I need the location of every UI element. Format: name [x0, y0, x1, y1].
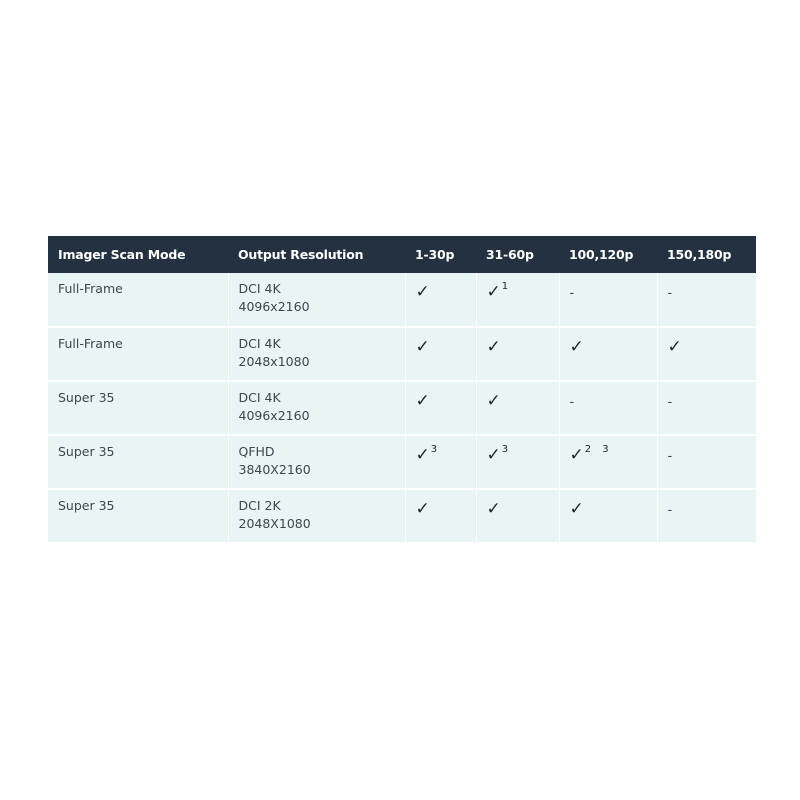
- support-cell: [657, 489, 756, 543]
- header-output-resolution: Output Resolution: [228, 236, 405, 273]
- resolution-format: QFHD: [238, 444, 275, 459]
- dash-icon: -: [569, 286, 575, 301]
- support-cell: [405, 273, 476, 327]
- table-row: [48, 381, 756, 435]
- header-100-120p: 100,120p: [559, 236, 657, 273]
- footnote-ref: 1: [501, 281, 513, 292]
- scan-mode-text: Super 35: [58, 498, 115, 513]
- resolution-size: 4096x2160: [238, 408, 310, 423]
- table-row: [48, 435, 756, 489]
- output-resolution-cell: [228, 489, 405, 543]
- support-cell: [657, 327, 756, 381]
- checkmark-icon: ✓: [486, 499, 501, 519]
- scan-mode-text: Full-Frame: [58, 281, 123, 296]
- support-cell: [657, 273, 756, 327]
- resolution-format: DCI 2K: [238, 498, 281, 513]
- support-cell: [476, 327, 559, 381]
- support-cell: [476, 435, 559, 489]
- table-row: [48, 327, 756, 381]
- checkmark-icon: ✓: [667, 337, 682, 357]
- support-cell: [559, 381, 657, 435]
- checkmark-icon: ✓: [415, 337, 430, 357]
- support-cell: [405, 435, 476, 489]
- support-cell: [559, 273, 657, 327]
- header-31-60p: 31-60p: [476, 236, 559, 273]
- support-cell: [476, 273, 559, 327]
- support-cell: [476, 489, 559, 543]
- output-resolution-cell: [228, 381, 405, 435]
- support-cell: [657, 435, 756, 489]
- header-1-30p: 1-30p: [405, 236, 476, 273]
- support-cell: [405, 381, 476, 435]
- resolution-size: 2048X1080: [238, 516, 311, 531]
- resolution-size: 4096x2160: [238, 299, 310, 314]
- support-cell: [657, 381, 756, 435]
- checkmark-icon: ✓: [486, 337, 501, 357]
- dash-icon: -: [667, 503, 673, 518]
- resolution-size: 2048x1080: [238, 354, 310, 369]
- scan-mode-text: Super 35: [58, 444, 115, 459]
- resolution-size: 3840X2160: [238, 462, 311, 477]
- output-resolution-cell: [228, 273, 405, 327]
- support-cell: [559, 327, 657, 381]
- support-cell: [405, 489, 476, 543]
- spec-table: [48, 236, 756, 544]
- checkmark-icon: ✓: [415, 445, 430, 465]
- checkmark-icon: ✓: [569, 499, 584, 519]
- checkmark-icon: ✓: [569, 337, 584, 357]
- support-cell: [476, 381, 559, 435]
- checkmark-icon: ✓: [486, 445, 501, 465]
- resolution-format: DCI 4K: [238, 336, 281, 351]
- dash-icon: -: [569, 395, 575, 410]
- header-row: [48, 236, 756, 273]
- resolution-format: DCI 4K: [238, 281, 281, 296]
- table-body: [48, 273, 756, 543]
- scan-mode-cell: [48, 327, 228, 381]
- header-scan-mode: Imager Scan Mode: [48, 236, 228, 273]
- scan-mode-cell: [48, 381, 228, 435]
- checkmark-icon: ✓: [415, 282, 430, 302]
- support-cell: [559, 435, 657, 489]
- scan-mode-cell: [48, 273, 228, 327]
- checkmark-icon: ✓: [569, 445, 584, 465]
- scan-mode-text: Super 35: [58, 390, 115, 405]
- checkmark-icon: ✓: [415, 499, 430, 519]
- table-header: [48, 236, 756, 273]
- support-cell: [559, 489, 657, 543]
- dash-icon: -: [667, 395, 673, 410]
- checkmark-icon: ✓: [415, 391, 430, 411]
- scan-mode-cell: [48, 435, 228, 489]
- table-row: [48, 273, 756, 327]
- output-resolution-cell: [228, 435, 405, 489]
- dash-icon: -: [667, 449, 673, 464]
- scan-mode-text: Full-Frame: [58, 336, 123, 351]
- support-cell: [405, 327, 476, 381]
- checkmark-icon: ✓: [486, 391, 501, 411]
- footnote-ref: 2 3: [584, 444, 613, 455]
- output-resolution-cell: [228, 327, 405, 381]
- header-150-180p: 150,180p: [657, 236, 756, 273]
- table-row: [48, 489, 756, 543]
- scan-mode-cell: [48, 489, 228, 543]
- checkmark-icon: ✓: [486, 282, 501, 302]
- footnote-ref: 3: [430, 444, 442, 455]
- dash-icon: -: [667, 286, 673, 301]
- resolution-format: DCI 4K: [238, 390, 281, 405]
- footnote-ref: 3: [501, 444, 513, 455]
